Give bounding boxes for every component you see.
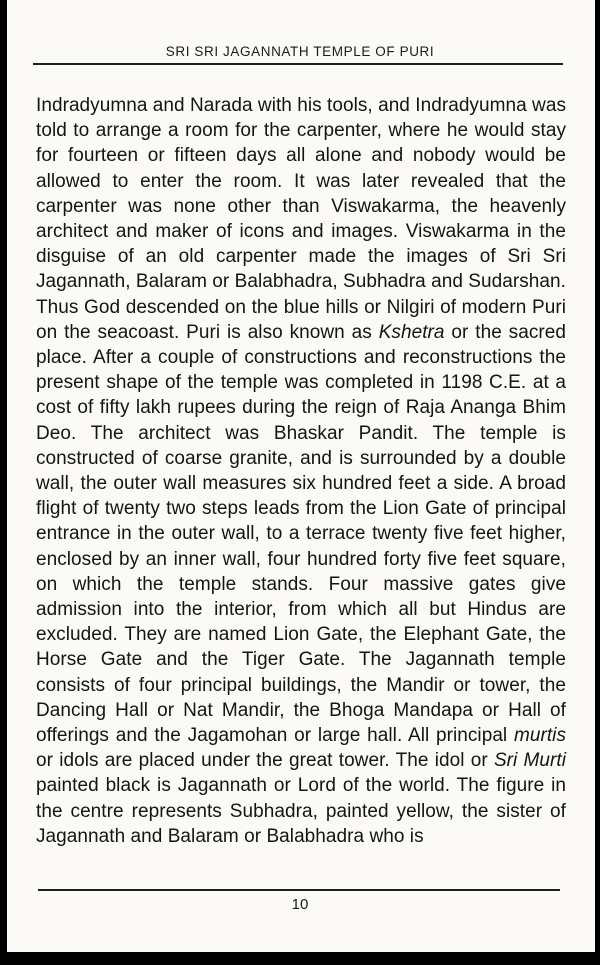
scan-edge-bottom [0,952,600,965]
header-rule [33,63,563,65]
scan-edge-right [595,0,600,965]
page-number: 10 [291,896,309,913]
page-header-title: SRI SRI JAGANNATH TEMPLE OF PURI [165,44,435,59]
body-paragraph: Indradyumna and Narada with his tools, and Indradyumna was told to arrange a room for the carpenter, where he would stay for fourteen or fifteen days all alone and nobody would be allowed to enter the room. It was later revealed that the carpenter was none other than Viswakarma, the heavenly architect and maker of icons and images. Viswakarma in the disguise of an old carpenter made the images of Sri Sri Jagannath, Balaram or Balabhadra, Subhadra and Sudarshan. Thus God descended on the blue hills or Nilgiri of modern Puri on the seacoast. Puri is also known as Kshetra or the sacred place. After a couple of constructions and reconstructions the present shape of the temple was completed in 1198 C.E. at a cost of fifty lakh rupees during the reign of Raja Ananga Bhim Deo. The architect was Bhaskar Pandit. The temple is constructed of coarse granite, and is surrounded by a double wall, the outer wall measures six hundred feet a side. A broad flight of twenty two steps leads from the Lion Gate of principal entrance in the outer wall, to a terrace twenty five feet higher, enclosed by an inner wall, four hundred forty five feet square, on which the temple stands. Four massive gates give admission into the interior, from which all but Hindus are excluded. They are named Lion Gate, the Elephant Gate, the Horse Gate and the Tiger Gate. The Jagannath temple consists of four principal buildings, the Mandir or tower, the Dancing Hall or Nat Mandir, the Bhoga Mandapa or Hall of offerings and the Jagamohan or large hall. All principal murtis or idols are placed under the great tower. The idol or Sri Murti painted black is Jagannath or Lord of the world. The figure in the centre represents Subhadra, painted yellow, the sister of Jagannath and Balaram or Balabhadra who is [36,95,567,847]
scan-edge-left [0,0,7,965]
footer-rule [38,889,560,891]
